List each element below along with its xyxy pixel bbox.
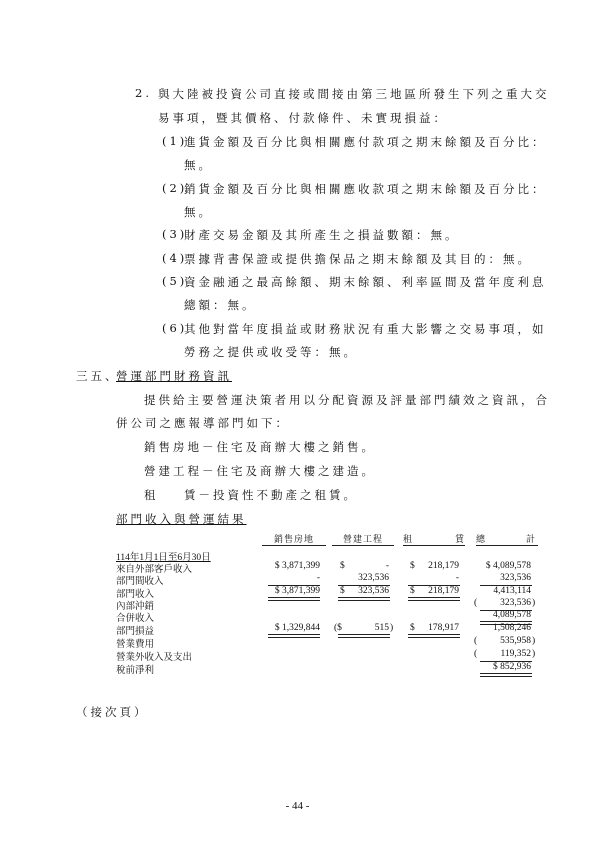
cell-total: 4,089,578 <box>493 610 531 620</box>
header-underline-rent <box>403 545 465 546</box>
cell-total: 1,508,246 <box>493 623 531 633</box>
item-5-text: 資金融通之最高餘額、期末餘額、利率區間及當年度利息 <box>184 275 547 289</box>
double-rule-construction <box>338 597 390 601</box>
row-label: 來自外部客戶收入 <box>116 565 193 575</box>
segment-rent-label: 租 <box>144 488 159 502</box>
cell-rent: 218,179 <box>428 561 459 571</box>
paren-close: ) <box>532 636 536 646</box>
cell-rent-currency: $ <box>410 561 415 571</box>
header-total-left: 總 <box>476 535 487 545</box>
item-2-text: 銷貨金額及百分比與相關應收款項之期末餘額及百分比： <box>184 182 547 196</box>
item-1-text: 進貨金額及百分比與相關應付款項之期末餘額及百分比： <box>184 135 547 149</box>
paren-close: ) <box>532 598 536 608</box>
item-4-text: 票據背書保證或提供擔保品之期末餘額及其目的：無。 <box>184 252 532 266</box>
header-rent-left: 租 <box>403 535 414 545</box>
continued-note: （接次頁） <box>76 705 149 719</box>
item-3-number: (3) <box>162 227 188 241</box>
cell-total: $ 852,936 <box>493 662 531 672</box>
item-3-text: 財產交易金額及其所產生之損益數額：無。 <box>184 228 460 242</box>
header-rent-right: 賃 <box>455 535 466 545</box>
cell-rent: - <box>455 573 459 583</box>
row-label: 稅前淨利 <box>116 666 155 676</box>
item-1-number: (1) <box>162 134 188 148</box>
cell-construction: 323,536 <box>358 586 389 596</box>
table-period: 114年1月1日至6月30日 <box>116 553 211 563</box>
double-rule-profit-sales <box>268 634 320 638</box>
section-2-line1: 與大陸被投資公司直接或間接由第三地區所發生下列之重大交 <box>158 87 550 101</box>
section-35-heading: 營運部門財務資訊 <box>116 369 232 383</box>
item-1-continuation: 無。 <box>184 158 213 172</box>
header-underline-construction <box>332 545 394 546</box>
paren-open: ( <box>474 636 478 646</box>
section-2-line2: 易事項，暨其價格、付款條件、未實現損益： <box>158 111 448 125</box>
cell-construction: - <box>385 561 389 571</box>
row-label: 合併收入 <box>116 614 155 624</box>
cell-sales: $ 3,871,399 <box>274 586 320 596</box>
cell-construction: 515 <box>374 623 389 633</box>
double-rule-rent <box>408 597 460 601</box>
segment-sales: 銷售房地－住宅及商辦大樓之銷售。 <box>144 440 376 454</box>
double-rule-pretax <box>480 673 532 677</box>
row-label: 營業費用 <box>116 640 155 650</box>
item-5-continuation: 總額：無。 <box>184 298 257 312</box>
header-construction: 營建工程 <box>342 535 383 545</box>
paren-close: ) <box>532 649 536 659</box>
cell-sales: - <box>316 573 320 583</box>
cell-rent-currency: $ <box>410 586 415 596</box>
paren-open: ( <box>474 649 478 659</box>
section-2-number: 2. <box>135 86 152 100</box>
header-underline-total <box>476 545 538 546</box>
item-6-text: 其他對當年度損益或財務狀況有重大影響之交易事項，如 <box>184 322 547 336</box>
cell-rent: 178,917 <box>428 623 459 633</box>
paren-close: ) <box>390 623 394 633</box>
page-number: - 44 - <box>285 800 310 812</box>
row-label: 內部沖銷 <box>116 602 155 612</box>
item-6-continuation: 勞務之提供或收受等：無。 <box>184 345 358 359</box>
cell-total: 323,536 <box>500 573 531 583</box>
cell-total: 119,352 <box>500 649 531 659</box>
paren-open: ( <box>474 598 478 608</box>
cell-construction-currency: $ <box>340 586 345 596</box>
header-sales: 銷售房地 <box>273 535 314 545</box>
item-5-number: (5) <box>162 274 188 288</box>
cell-total: $ 4,089,578 <box>485 561 531 571</box>
segment-rent: 賃－投資性不動產之租賃。 <box>184 488 358 502</box>
double-rule-profit-rent <box>408 634 460 638</box>
cell-construction-currency: ($ <box>334 623 342 633</box>
double-rule-sales <box>268 597 320 601</box>
row-label: 營業外收入及支出 <box>116 653 193 663</box>
cell-rent-currency: $ <box>410 623 415 633</box>
section-35-paragraph-line1: 提供給主要營運決策者用以分配資源及評量部門績效之資訊，合 <box>144 393 550 407</box>
row-label: 部門間收入 <box>116 577 164 587</box>
item-2-number: (2) <box>162 181 188 195</box>
double-rule-profit-construction <box>338 634 390 638</box>
cell-rent: 218,179 <box>428 586 459 596</box>
row-label: 部門收入 <box>116 590 155 600</box>
table-title: 部門收入與營運結果 <box>116 512 247 526</box>
cell-sales: $ 3,871,399 <box>274 561 320 571</box>
section-35-paragraph-line2: 併公司之應報導部門如下： <box>116 416 290 430</box>
cell-total: 535,958 <box>500 636 531 646</box>
cell-construction: 323,536 <box>358 573 389 583</box>
row-label: 部門損益 <box>116 627 155 637</box>
header-total-right: 計 <box>526 535 537 545</box>
item-2-continuation: 無。 <box>184 205 213 219</box>
item-4-number: (4) <box>162 251 188 265</box>
segment-construction: 營建工程－住宅及商辦大樓之建造。 <box>144 464 376 478</box>
section-35-number: 三五、 <box>76 369 120 383</box>
cell-total: 323,536 <box>500 598 531 608</box>
cell-total: 4,413,114 <box>493 586 531 596</box>
cell-sales: $ 1,329,844 <box>274 623 320 633</box>
header-underline-sales <box>262 545 326 546</box>
item-6-number: (6) <box>162 321 188 335</box>
cell-construction-currency: $ <box>340 561 345 571</box>
